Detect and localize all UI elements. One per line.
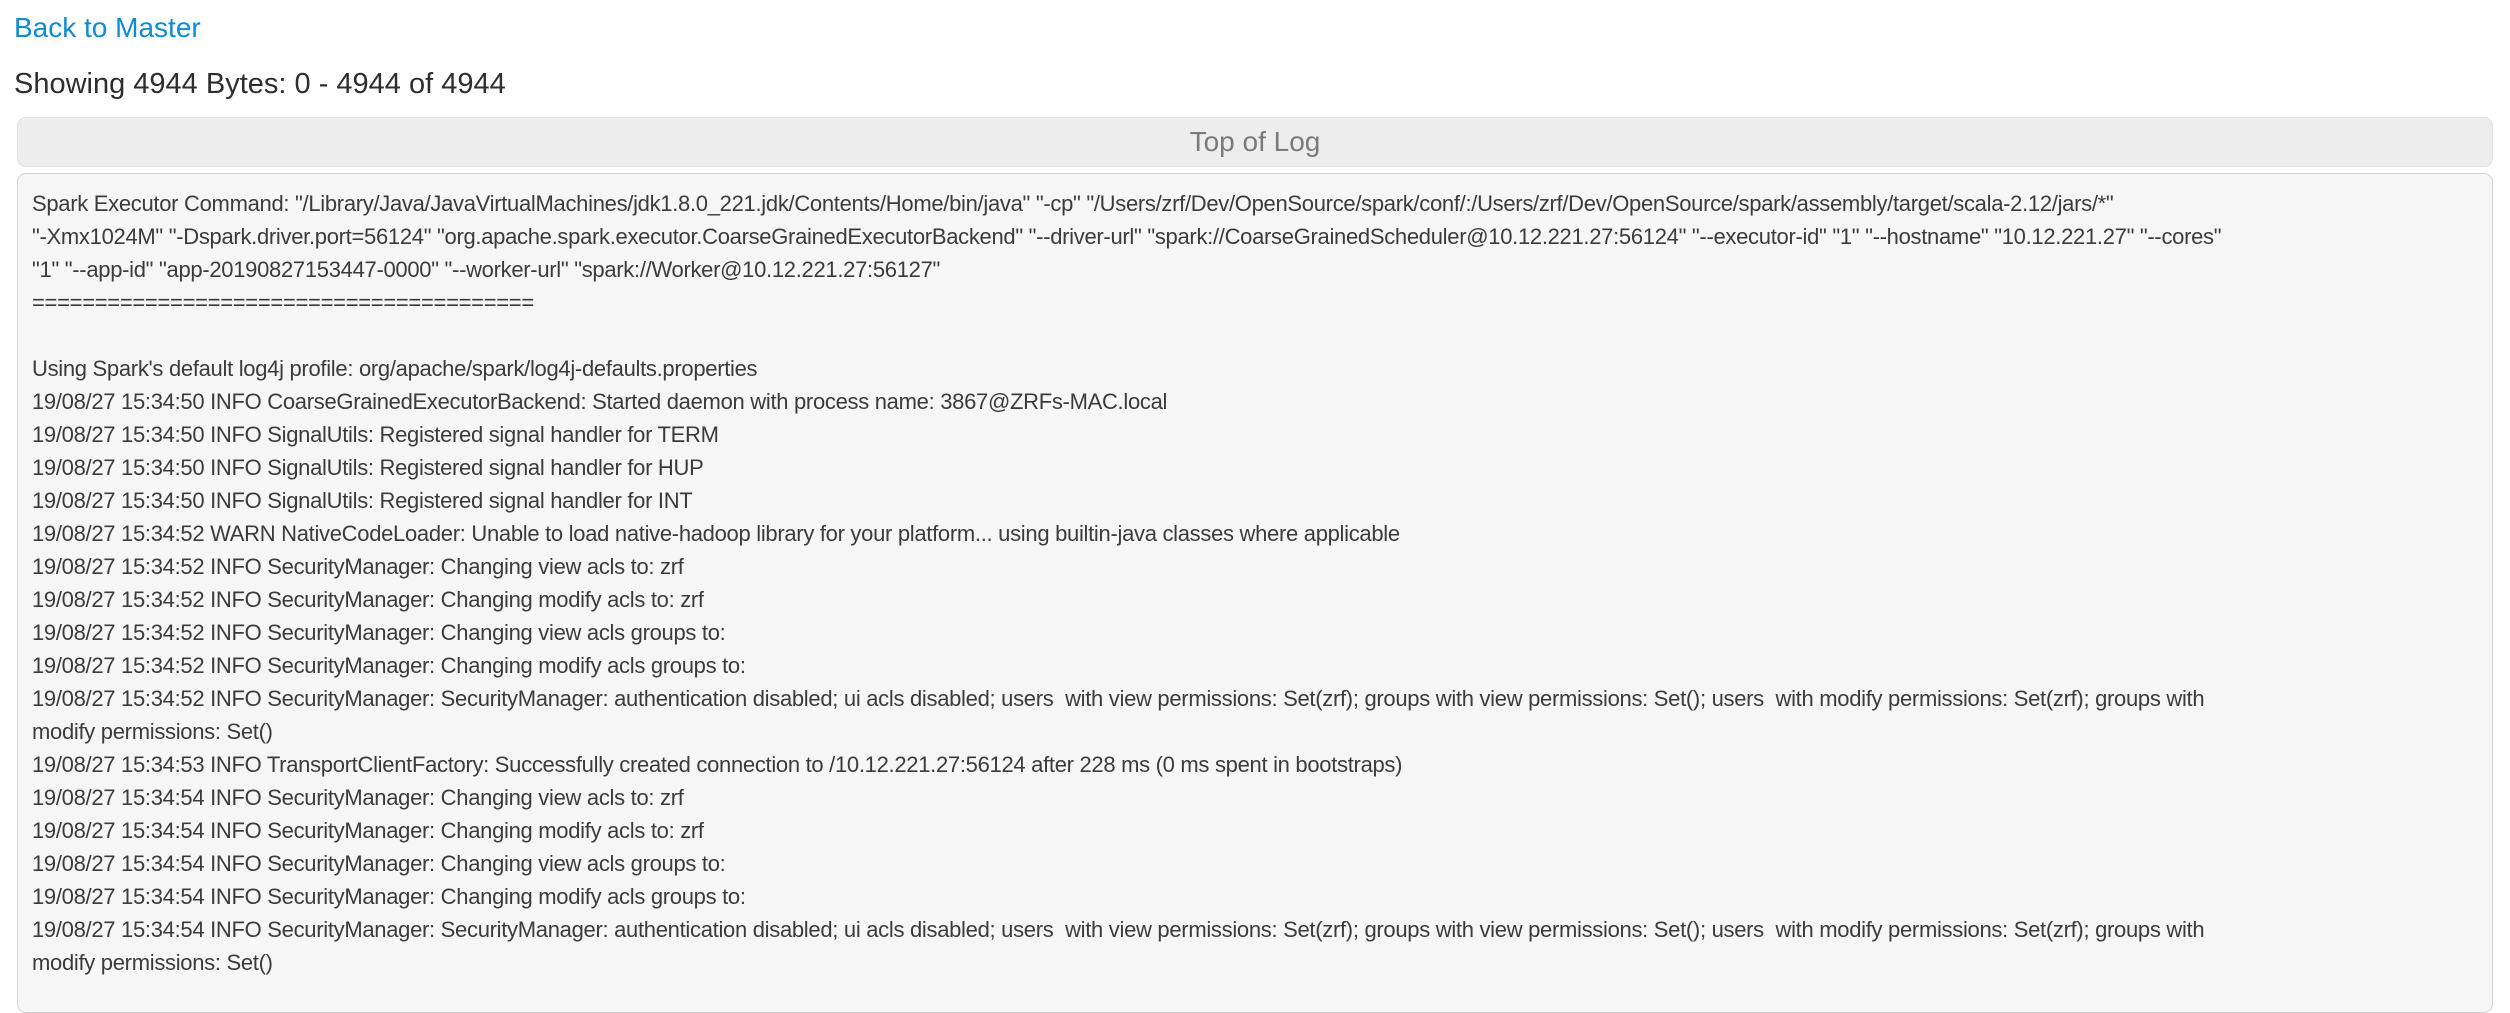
top-of-log-label: Top of Log — [1189, 126, 1321, 157]
log-line: 19/08/27 15:34:53 INFO TransportClientFactory: Successfully created connection to /10.12.221.27:56124 after 228 ms (0 ms spent in bootstraps) — [32, 752, 1403, 777]
log-line: 19/08/27 15:34:50 INFO CoarseGrainedExecutorBackend: Started daemon with process name: 3867@ZRFs-MAC.local — [32, 389, 1168, 414]
log-line: modify permissions: Set() — [32, 950, 273, 975]
log-content — [17, 173, 2493, 1013]
log-line: 19/08/27 15:34:54 INFO SecurityManager: Changing view acls to: zrf — [32, 785, 684, 810]
log-line: "-Xmx1024M" "-Dspark.driver.port=56124" "org.apache.spark.executor.CoarseGrainedExecutorBackend" "--driver-url" "spark://CoarseGrainedScheduler@10.12.221.27:56124" "--executor-id" "1" "--hostname" "10.12.221.27" "--cores" — [32, 224, 2222, 249]
log-line: 19/08/27 15:34:54 INFO SecurityManager: Changing modify acls groups to: — [32, 884, 746, 909]
log-line: 19/08/27 15:34:52 INFO SecurityManager: Changing modify acls groups to: — [32, 653, 746, 678]
top-of-log-header — [17, 117, 2493, 167]
log-line: modify permissions: Set() — [32, 719, 273, 744]
byte-range-text: Showing 4944 Bytes: 0 - 4944 of 4944 — [14, 68, 506, 100]
log-line: 19/08/27 15:34:50 INFO SignalUtils: Registered signal handler for INT — [32, 488, 693, 513]
log-line: 19/08/27 15:34:50 INFO SignalUtils: Registered signal handler for TERM — [32, 422, 719, 447]
log-line: Using Spark's default log4j profile: org/apache/spark/log4j-defaults.properties — [32, 356, 758, 381]
log-line: 19/08/27 15:34:52 INFO SecurityManager: Changing view acls groups to: — [32, 620, 726, 645]
log-line: 19/08/27 15:34:52 INFO SecurityManager: SecurityManager: authentication disabled; ui acls disabled; users with view permissions: Set(zrf); groups with view permissions: Set(); users with modify permissions: Set(zrf); groups with — [32, 686, 2205, 711]
log-line: ======================================== — [32, 290, 534, 315]
log-line: 19/08/27 15:34:50 INFO SignalUtils: Registered signal handler for HUP — [32, 455, 704, 480]
log-line: 19/08/27 15:34:54 INFO SecurityManager: SecurityManager: authentication disabled; ui acls disabled; users with view permissions: Set(zrf); groups with view permissions: Set(); users with modify permissions: Set(zrf); groups with — [32, 917, 2205, 942]
log-line — [32, 319, 2478, 352]
log-line: 19/08/27 15:34:54 INFO SecurityManager: Changing modify acls to: zrf — [32, 818, 704, 843]
back-to-master-link[interactable]: Back to Master — [14, 12, 201, 43]
log-line: 19/08/27 15:34:52 INFO SecurityManager: Changing modify acls to: zrf — [32, 587, 704, 612]
log-line: "1" "--app-id" "app-20190827153447-0000" "--worker-url" "spark://Worker@10.12.221.27:56127" — [32, 257, 941, 282]
log-line: 19/08/27 15:34:52 INFO SecurityManager: Changing view acls to: zrf — [32, 554, 684, 579]
log-line: Spark Executor Command: "/Library/Java/JavaVirtualMachines/jdk1.8.0_221.jdk/Contents/Home/bin/java" "-cp" "/Users/zrf/Dev/OpenSource/spark/conf/:/Users/zrf/Dev/OpenSource/spark/assembly/target/scala-2.12/jars/*" — [32, 191, 2114, 216]
log-line: 19/08/27 15:34:54 INFO SecurityManager: Changing view acls groups to: — [32, 851, 726, 876]
log-line: 19/08/27 15:34:52 WARN NativeCodeLoader: Unable to load native-hadoop library for your platform... using builtin-java classes where applicable — [32, 521, 1400, 546]
